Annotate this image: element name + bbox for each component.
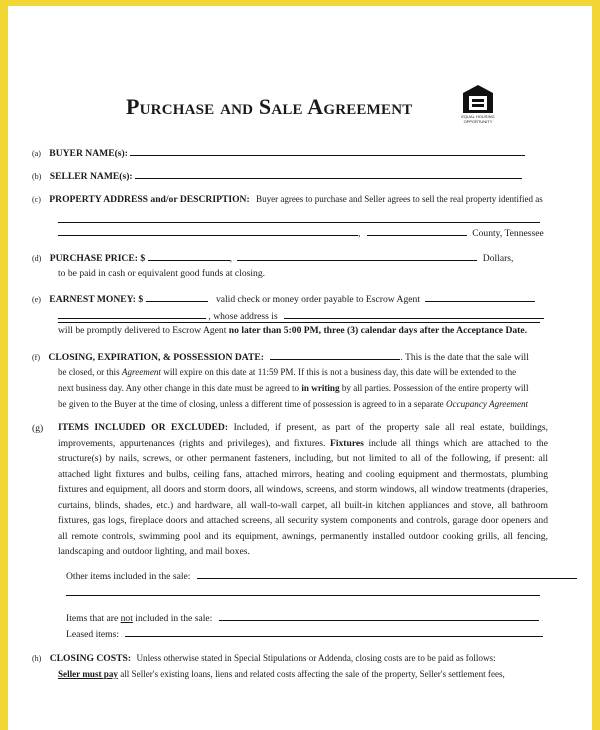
leased-items-label: Leased items: (66, 629, 120, 640)
buyer-name-field[interactable] (130, 146, 525, 156)
agreement-word: Agreement (121, 367, 161, 377)
seller-row (32, 169, 522, 183)
property-address-field[interactable] (58, 222, 540, 223)
item-marker: (d) (32, 254, 42, 263)
occupancy-agreement-text: Occupancy Agreement (446, 399, 529, 409)
delivery-text: will be promptly delivered to Escrow Agent (58, 325, 227, 336)
logo-caption-line1: EQUAL HOUSING (461, 114, 495, 119)
items-label: ITEMS INCLUDED OR EXCLUDED: (58, 422, 229, 433)
closing-date-field[interactable] (270, 350, 400, 360)
earnest-delivery (58, 325, 527, 337)
closing-line-3 (58, 382, 528, 394)
document-page (8, 6, 592, 730)
closing-text-4a: be given to the Buyer at the time of closing, unless a different time of possession is agreed to in a separate (58, 399, 444, 409)
closing-costs-text-2: all Seller's existing loans, liens and related costs affecting the sale of the property, Seller's settlement fees, (120, 669, 505, 679)
leased-items-row (66, 627, 543, 641)
escrow-agent-field-2[interactable] (58, 309, 206, 319)
closing-text-3c: by all parties. Possession of the entire property will (341, 383, 529, 393)
price-row: (d) PURCHASE PRICE: $ , Dollars, (32, 253, 514, 264)
closing-text-3a: next business day. Any other change in this date must be agreed to (58, 383, 300, 393)
seller-name-field[interactable] (135, 169, 522, 179)
closing-text-1: . This is the date that the sale will (400, 352, 529, 363)
logo-caption-line2: OPPORTUNITY (463, 119, 493, 124)
escrow-agent-field[interactable] (425, 292, 535, 302)
price-amount-field[interactable] (148, 251, 230, 261)
escrow-address-field[interactable] (284, 309, 544, 319)
earnest-row (32, 292, 535, 306)
other-items-row (66, 569, 577, 583)
address-text: , whose address is (208, 311, 278, 322)
closing-date-row (32, 350, 529, 364)
item-marker: (h) (32, 654, 42, 663)
seller-must-pay: Seller must pay (58, 669, 118, 679)
closing-costs-row (32, 652, 496, 665)
delivery-deadline: no later than 5:00 PM, three (3) calendar days after the Acceptance Date. (228, 325, 528, 336)
closing-text-2c: will expire on this date at 11:59 PM. If this is not a business day, this date will be extended to the (163, 367, 517, 377)
closing-line-4 (58, 398, 528, 410)
closing-costs-text-1: Unless otherwise stated in Special Stipulations or Addenda, closing costs are to be paid as follows: (136, 653, 496, 663)
other-items-field-2[interactable] (66, 595, 540, 596)
escrow-address-field-2[interactable] (58, 322, 540, 323)
not-word: not (120, 613, 133, 624)
price-words-field[interactable] (237, 251, 477, 261)
buyer-row (32, 146, 525, 160)
item-marker: (b) (32, 172, 42, 181)
closing-costs-line-2 (58, 668, 505, 680)
county-row: , County, Tennessee (58, 226, 544, 240)
buyer-label: BUYER NAME(s): (49, 148, 128, 159)
in-writing-text: in writing (301, 383, 340, 393)
items-text-1: Included, if present, as part of the property sale all real estate, buildings, improvements, appurtenances (rights and privileges), and fixtures. (58, 422, 548, 449)
other-items-label: Other items included in the sale: (66, 571, 191, 582)
excluded-text-1: Items that are (66, 613, 119, 624)
items-text-2: include all things which are attached to the structure(s) by nails, screws, or other permanent fasteners, including, but not limited to all of the following, if present: all attached light fixtures and bulbs, ceiling fans, attached mirrors, heating and cooling equipment and thermostats, plumbing fixtures and equipment, all doors and storm doors, all windows, screens, and storm windows, all window treatments (draperies, curtains, blinds, shades, etc.) and hardware, all wall-to-wall carpet, all built-in kitchen appliances and stove, all bathroom fixtures, gas logs, fireplace doors and attached screens, all security system components and controls, garage door openers and all remote controls, swimming pool and its equipment, awnings, permanently installed outdoor cooking grills, all fencing, landscaping and outdoor lighting, and mail boxes. (58, 437, 548, 557)
item-marker: (c) (32, 195, 41, 204)
item-marker: (f) (32, 353, 40, 362)
escrow-address-row (58, 309, 544, 323)
property-text: Buyer agrees to purchase and Seller agrees to sell the real property identified as (256, 194, 543, 204)
earnest-label: EARNEST MONEY: $ (49, 294, 144, 305)
price-label: PURCHASE PRICE: $ (49, 253, 146, 264)
excluded-text-2: included in the sale: (135, 613, 213, 624)
earnest-text: valid check or money order payable to Escrow Agent (215, 294, 421, 305)
closing-text-2a: be closed, or this (58, 367, 120, 377)
item-marker: (e) (32, 295, 41, 304)
item-marker-g: (g) (32, 423, 44, 434)
county-field[interactable] (367, 226, 467, 236)
property-label: PROPERTY ADDRESS and/or DESCRIPTION: (49, 194, 250, 205)
property-address-field-2[interactable] (58, 226, 358, 236)
equal-housing-logo (460, 84, 496, 124)
other-items-field[interactable] (197, 569, 577, 579)
closing-line-2 (58, 366, 516, 378)
fixtures-word: Fixtures (329, 437, 364, 449)
closing-date-label: CLOSING, EXPIRATION, & POSSESSION DATE: (48, 352, 264, 363)
excluded-items-field[interactable] (219, 611, 539, 621)
document-title: Purchase and Sale Agreement (126, 94, 413, 119)
seller-label: SELLER NAME(s): (49, 171, 133, 182)
leased-items-field[interactable] (125, 627, 543, 637)
item-marker: (a) (32, 149, 41, 158)
price-terms: to be paid in cash or equivalent good funds at closing. (58, 268, 266, 279)
dollars-text: Dollars, (482, 253, 514, 264)
items-paragraph (58, 420, 548, 560)
earnest-amount-field[interactable] (146, 292, 208, 302)
closing-costs-label: CLOSING COSTS: (49, 653, 132, 664)
excluded-items-row (66, 611, 539, 625)
property-row (32, 193, 543, 206)
equal-housing-icon (461, 84, 495, 114)
county-label: County, Tennessee (472, 228, 544, 239)
